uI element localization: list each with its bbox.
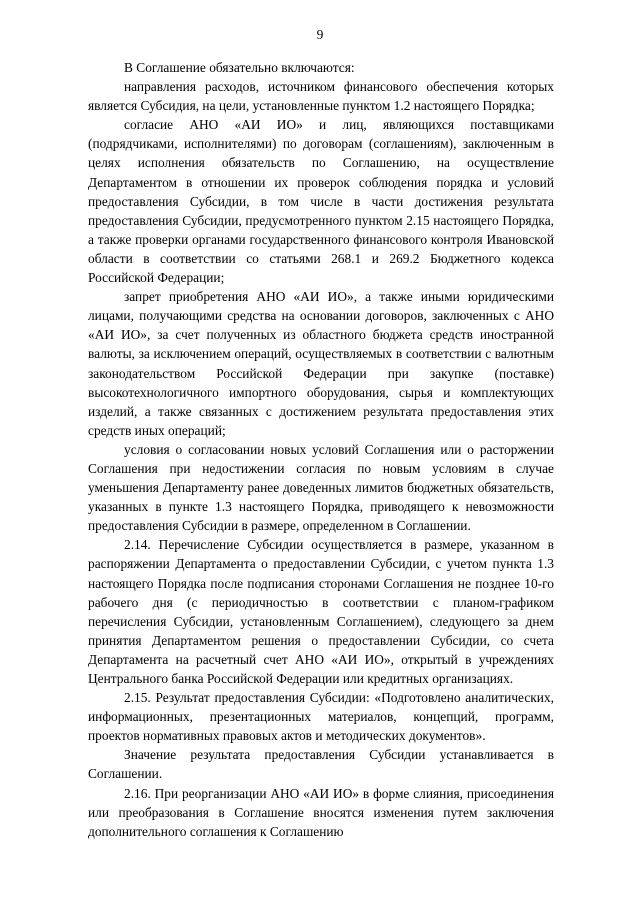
paragraph: В Соглашение обязательно включаются: [124, 60, 355, 75]
paragraph: условия о согласовании новых условий Соглашения или о расторжении Соглашения при недостижении согласия по новым условиям в случае уменьшения Департаменту ранее доведенных лимитов бюджетных обязательств, указанных в пункте 1.3 настоящего Порядка, приводящего к невозможности предоставления Субсидии в размере, определенном в Соглашении. [88, 441, 554, 534]
paragraph: Значение результата предоставления Субсидии устанавливается в Соглашении. [88, 747, 554, 782]
paragraph: 2.15. Результат предоставления Субсидии: «Подготовлено аналитических, информационных, презентационных материалов, концепций, программ, проектов нормативных правовых актов и методических документов». [88, 690, 554, 744]
paragraph: согласие АНО «АИ ИО» и лиц, являющихся поставщиками (подрядчиками, исполнителями) по договорам (соглашениям), заключенным в целях исполнения обязательств по Соглашению, на осуществление Департаментом в отношении их проверок соблюдения порядка и условий предоставления Субсидии, в том числе в части достижения результата предоставления Субсидии, предусмотренного пунктом 2.15 настоящего Порядка, а также проверки органами государственного финансового контроля Ивановской области в соответствии со статьями 268.1 и 269.2 Бюджетного кодекса Российской Федерации; [88, 117, 554, 286]
paragraph: 2.16. При реорганизации АНО «АИ ИО» в форме слияния, присоединения или преобразования в Соглашение вносятся изменения путем заключения дополнительного соглашения к Соглашению [88, 785, 554, 839]
paragraph: запрет приобретения АНО «АИ ИО», а также иными юридическими лицами, получающими средства на основании договоров, заключенных с АНО «АИ ИО», за счет полученных из областного бюджета средств иностранной валюты, за исключением операций, осуществляемых в соответствии с валютным законодательством Российской Федерации при закупке (поставке) высокотехнологичного импортного оборудования, сырья и комплектующих изделий, а также связанных с достижением результата предоставления этих средств иных операций; [88, 289, 554, 438]
paragraph: направления расходов, источником финансового обеспечения которых является Субсидия, на цели, установленные пунктом 1.2 настоящего Порядка; [88, 79, 554, 114]
document-body [88, 58, 554, 841]
paragraph: 2.14. Перечисление Субсидии осуществляется в размере, указанном в распоряжении Департамента о предоставлении Субсидии, с учетом пункта 1.3 настоящего Порядка после подписания сторонами Соглашения не позднее 10-го рабочего дня (с периодичностью в соответствии с планом-графиком перечисления Субсидии, установленным Соглашением), следующего за днем принятия Департаментом решения о предоставлении Субсидии, со счета Департамента на расчетный счет АНО «АИ ИО», открытый в учреждениях Центрального банка Российской Федерации или кредитных организациях. [88, 537, 554, 686]
page-number: 9 [316, 27, 324, 42]
